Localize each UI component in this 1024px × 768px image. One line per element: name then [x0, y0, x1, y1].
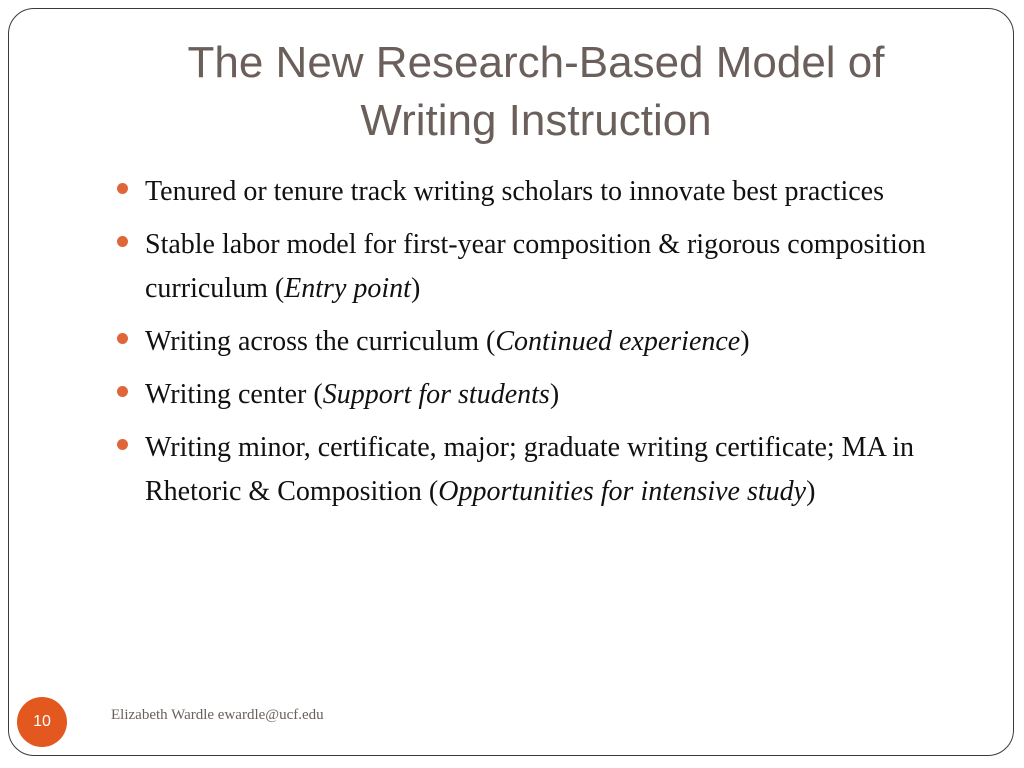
bullet-item [117, 223, 957, 311]
bullet-dot-icon [117, 183, 128, 194]
bullet-item [117, 170, 957, 214]
bullet-close: ) [410, 273, 421, 304]
bullet-close: ) [740, 326, 750, 357]
bullet-emphasis: Opportunities for intensive study [438, 476, 807, 507]
footer-author: Elizabeth Wardle ewardle@ucf.edu [111, 707, 324, 723]
bullet-dot-icon [117, 439, 128, 450]
bullet-item [117, 373, 957, 417]
slide-title-line-1: The New Research-Based Model of [187, 38, 885, 87]
bullet-dot-icon [117, 386, 128, 397]
bullet-emphasis: Continued experience [495, 326, 741, 357]
bullet-text: Writing center ( [145, 379, 323, 410]
bullet-dot-icon [117, 236, 128, 247]
bullet-text: Tenured or tenure track writing scholars to innovate best practices [145, 176, 884, 207]
bullet-dot-icon [117, 333, 128, 344]
bullet-list [117, 170, 957, 523]
bullet-close: ) [549, 379, 560, 410]
page-number-badge: 10 [17, 697, 67, 747]
bullet-text: Writing minor, certificate, major; graduate writing certificate; MA in Rhetoric & Composition ( [145, 432, 915, 507]
bullet-item [117, 426, 957, 514]
bullet-close: ) [806, 476, 816, 507]
bullet-item [117, 320, 957, 364]
slide-title-line-2: Writing Instruction [360, 96, 712, 145]
bullet-text: Writing across the curriculum ( [145, 326, 496, 357]
bullet-text: Stable labor model for first-year composition & rigorous composition curriculum ( [145, 229, 926, 304]
bullet-emphasis: Support for students [322, 379, 550, 410]
slide-title [100, 34, 972, 150]
bullet-emphasis: Entry point [284, 273, 411, 304]
